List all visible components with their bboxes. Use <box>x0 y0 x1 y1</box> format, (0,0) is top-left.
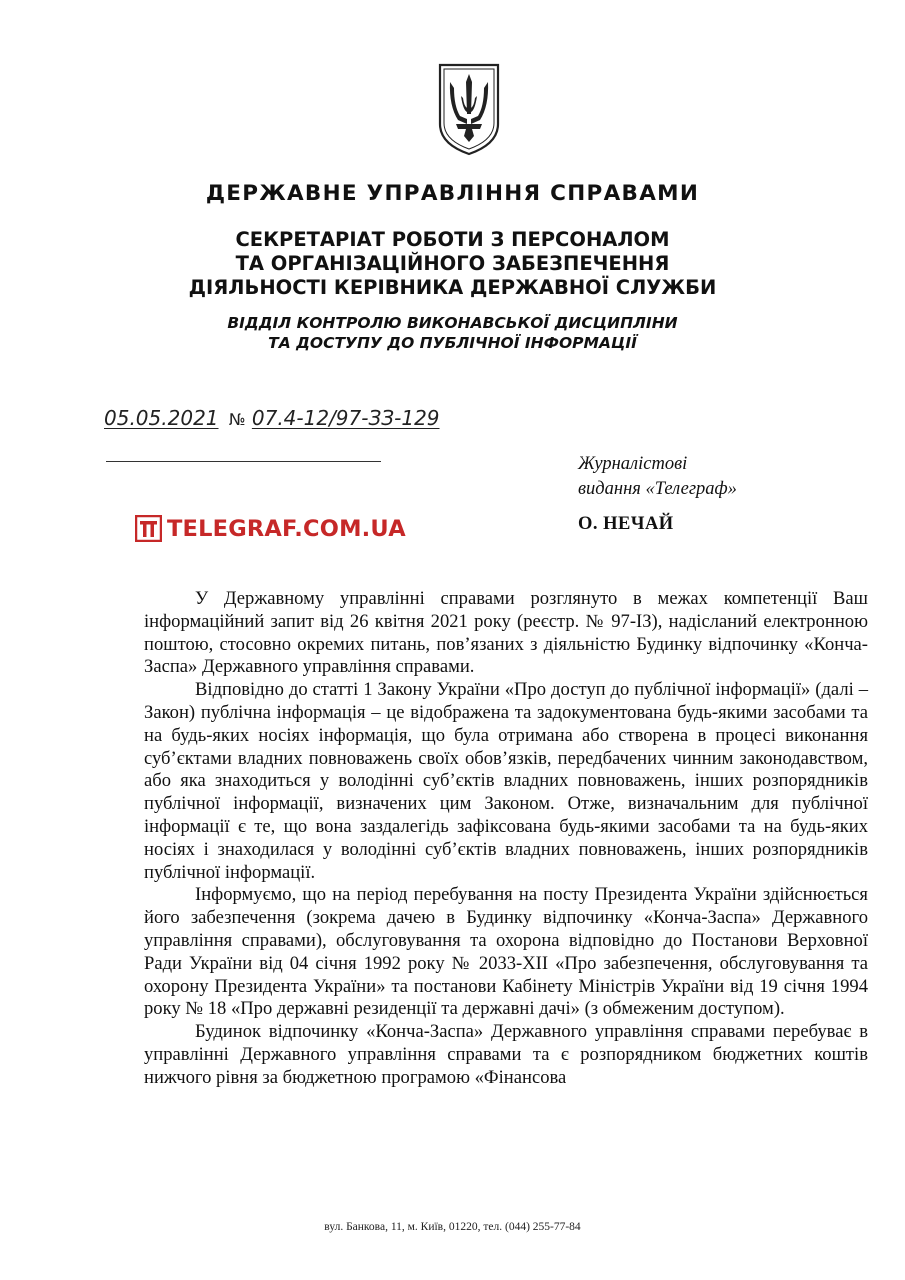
secretariat-title <box>0 228 905 300</box>
paragraph: Відповідно до статті 1 Закону України «Про доступ до публічної інформації» (далі – Закон) публічна інформація – це відображена та задокументована будь-якими засобами та на будь-яких носіях інформація, що була отримана або створена в процесі виконання суб’єктами владних повноважень своїх обов’язків, передбачених чинним законодавством, або яка знаходиться у володінні суб’єктів владних повноважень, інших розпорядників публічної інформації, визначених цим Законом. Отже, визначальним для публічної інформації є те, що вона заздалегідь зафіксована будь-якими засобами та на будь-яких носіях і знаходилася у володінні суб’єктів владних повноважень, інших розпорядників публічної інформації. <box>144 679 868 883</box>
organization-title: ДЕРЖАВНЕ УПРАВЛІННЯ СПРАВАМИ <box>205 181 700 206</box>
secretariat-line-1: СЕКРЕТАРІАТ РОБОТИ З ПЕРСОНАЛОМ <box>235 228 670 251</box>
paragraph: У Державному управлінні справами розглянуто в межах компетенції Ваш інформаційний запит від 26 квітня 2021 року (реєстр. № 97-ІЗ), надісланий електронною поштою, стосовно окремих питань, пов’язаних з діяльністю Будинку відпочинку «Конча-Заспа» Державного управління справами. <box>144 588 868 678</box>
reference-blank-line <box>106 461 381 462</box>
addressee-line-2: видання «Телеграф» <box>578 479 737 499</box>
watermark-text: TELEGRAF.COM.UA <box>167 515 406 542</box>
paragraph: Будинок відпочинку «Конча-Заспа» Державного управління справами перебуває в управлінні Державного управління справами та є розпорядником бюджетних коштів нижчого рівня за бюджетною програмою «Фінансова <box>144 1021 868 1088</box>
secretariat-line-3: ДІЯЛЬНОСТІ КЕРІВНИКА ДЕРЖАВНОЇ СЛУЖБИ <box>188 276 717 299</box>
trident-coat-of-arms-icon <box>436 62 502 156</box>
department-title <box>0 313 905 353</box>
registration-line <box>104 406 440 436</box>
addressee-block <box>578 452 737 537</box>
telegraf-logo-icon <box>135 515 162 542</box>
registration-date: 05.05.2021 <box>104 406 219 430</box>
secretariat-line-2: ТА ОРГАНІЗАЦІЙНОГО ЗАБЕЗПЕЧЕННЯ <box>235 252 670 275</box>
paragraph: Інформуємо, що на період перебування на посту Президента України здійснюється його забезпечення (зокрема дачею в Будинку відпочинку «Конча-Заспа» Державного управління справами), обслуговування та охорона відповідно до Постанови Верховної Ради України від 04 січня 1992 року № 2033-ХІІ «Про забезпечення, обслуговування та охорону Президента України» та постанови Кабінету Міністрів України від 19 січня 1994 року № 18 «Про державні резиденції та державні дачі» (з обмеженим доступом). <box>144 884 868 1020</box>
registration-number-label: № <box>228 410 246 429</box>
department-line-1: ВІДДІЛ КОНТРОЛЮ ВИКОНАВСЬКОЇ ДИСЦИПЛІНИ <box>227 314 678 332</box>
footer-address: вул. Банкова, 11, м. Київ, 01220, тел. (044) 255-77-84 <box>324 1221 581 1233</box>
addressee-line-1: Журналістові <box>578 454 688 474</box>
letter-body <box>144 588 868 1090</box>
department-line-2: ТА ДОСТУПУ ДО ПУБЛІЧНОЇ ІНФОРМАЦІЇ <box>268 334 637 352</box>
telegraf-watermark <box>135 515 406 542</box>
registration-number: 07.4-12/97-ЗЗ-129 <box>251 406 440 430</box>
addressee-name: О. НЕЧАЙ <box>578 514 674 534</box>
